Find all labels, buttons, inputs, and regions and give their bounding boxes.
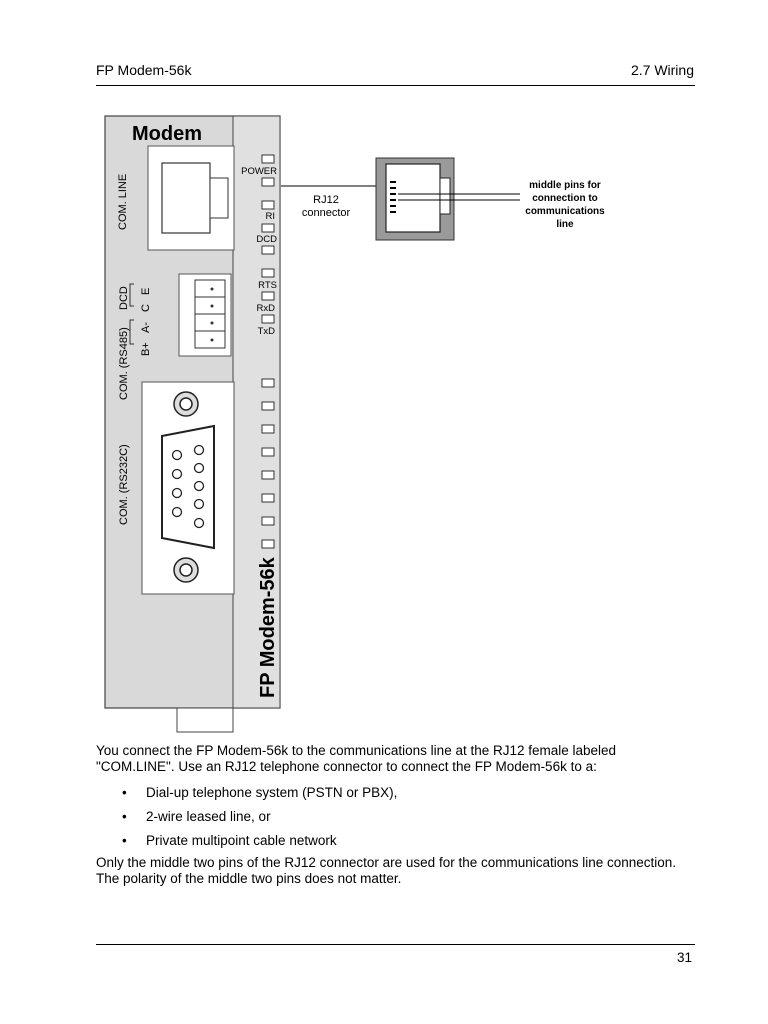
outro-paragraph: Only the middle two pins of the RJ12 connector are used for the communications line connection. The polarity of the middle two pins does not matter. bbox=[96, 855, 677, 886]
list-item-text: Dial-up telephone system (PSTN or PBX), bbox=[146, 785, 398, 800]
list-item bbox=[96, 785, 696, 809]
bullet-icon: • bbox=[122, 809, 127, 824]
intro-paragraph: You connect the FP Modem-56k to the communications line at the RJ12 female labeled "COM.LINE". Use an RJ12 telephone connector to connect the FP Modem-56k to a: bbox=[96, 743, 617, 774]
list-item-text: 2-wire leased line, or bbox=[146, 809, 271, 824]
com-rs485-label: COM. (RS485) bbox=[118, 327, 130, 400]
led-label-dcd: DCD bbox=[256, 234, 277, 245]
header-section-title: 2.7 Wiring bbox=[630, 62, 694, 78]
db9-shell bbox=[162, 426, 214, 548]
rj12-latch bbox=[210, 178, 228, 218]
terminal-label-e: E bbox=[140, 287, 152, 295]
led-label-txd: TxD bbox=[257, 326, 275, 337]
com-rs232c-label: COM. (RS232C) bbox=[118, 444, 130, 525]
pins-callout-line3: communications bbox=[525, 206, 605, 217]
com-line-label: COM. LINE bbox=[117, 173, 129, 230]
footer-rule bbox=[96, 944, 695, 945]
rj12-plug-latch bbox=[440, 178, 450, 214]
led-label-ri: RI bbox=[265, 211, 275, 222]
page-number: 31 bbox=[676, 950, 692, 965]
module-bottom-tab bbox=[177, 708, 233, 732]
pins-callout-line4: line bbox=[556, 219, 574, 230]
list-item bbox=[96, 833, 696, 857]
connection-options-list bbox=[96, 785, 696, 857]
led-label-power: POWER bbox=[241, 166, 277, 177]
led-label-rxd: RxD bbox=[256, 303, 275, 314]
terminal-label-b-plus: B+ bbox=[140, 342, 152, 356]
list-item bbox=[96, 809, 696, 833]
pins-callout-line2: connection to bbox=[532, 193, 598, 204]
rj12-socket bbox=[162, 163, 210, 233]
rj12-plug-face bbox=[386, 164, 440, 232]
pins-callout-line1: middle pins for bbox=[529, 180, 601, 191]
list-item-text: Private multipoint cable network bbox=[146, 833, 337, 848]
rs232c-screw-bottom bbox=[174, 558, 198, 582]
rj12-callout-line1: RJ12 bbox=[313, 194, 339, 206]
terminal-label-a-minus: A- bbox=[140, 322, 152, 333]
terminal-screws bbox=[195, 280, 225, 348]
bullet-icon: • bbox=[122, 833, 127, 848]
led-label-rts: RTS bbox=[258, 280, 277, 291]
rj12-callout-line2: connector bbox=[301, 207, 351, 219]
terminal-label-c: C bbox=[140, 304, 152, 312]
bullet-icon: • bbox=[122, 785, 127, 800]
terminal-label-dcd: DCD bbox=[118, 286, 130, 310]
module-title: Modem bbox=[132, 123, 202, 145]
header-doc-title: FP Modem-56k bbox=[96, 62, 192, 78]
module-side-label: FP Modem-56k bbox=[257, 557, 279, 698]
rs232c-screw-top bbox=[174, 392, 198, 416]
